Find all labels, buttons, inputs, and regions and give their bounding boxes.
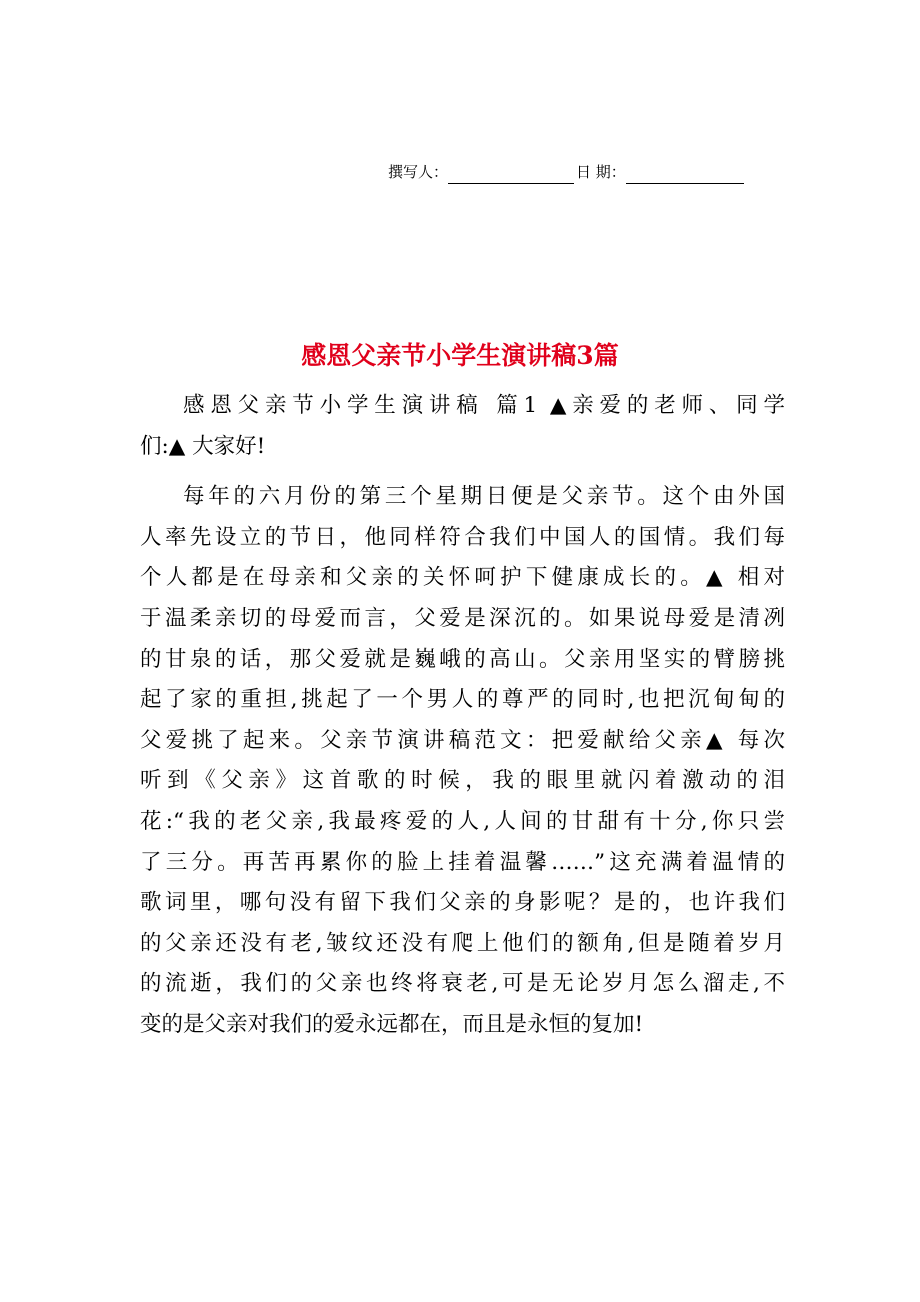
text-line: 歌词里，哪句没有留下我们父亲的身影呢？是的，也许我们 xyxy=(140,890,785,916)
text-line: 父爱挑了起来。父亲节演讲稿范文：把爱献给父亲▲ 每次 xyxy=(140,727,785,753)
text-line: 们:▲ 大家好! xyxy=(140,433,266,459)
text-line: 的甘泉的话，那父爱就是巍峨的高山。父亲用坚实的臂膀挑 xyxy=(140,646,785,672)
text-line: 于温柔亲切的母爱而言，父爱是深沉的。如果说母爱是清冽 xyxy=(140,605,785,631)
text-line: 花:“我的老父亲,我最疼爱的人,人间的甘甜有十分,你只尝 xyxy=(140,808,785,834)
text-line: 变的是父亲对我们的爱永远都在，而且是永恒的复加! xyxy=(140,1011,644,1037)
text-line: 起了家的重担,挑起了一个男人的尊严的同时,也把沉甸甸的 xyxy=(140,687,785,713)
author-label: 撰写人： xyxy=(388,163,449,181)
text-line: 人率先设立的节日，他同样符合我们中国人的国情。我们每 xyxy=(140,524,785,550)
text-line: 每年的六月份的第三个星期日便是父亲节。这个由外国 xyxy=(183,484,785,510)
date-label: 日 期： xyxy=(576,163,626,181)
document-title: 感恩父亲节小学生演讲稿3篇 xyxy=(301,341,619,370)
author-date-header xyxy=(388,160,788,184)
author-blank-line xyxy=(448,165,574,184)
text-line: 的流逝，我们的父亲也终将衰老,可是无论岁月怎么溜走,不 xyxy=(140,971,785,997)
paragraph-1 xyxy=(140,386,785,467)
paragraph-2 xyxy=(140,477,785,1045)
text-line: 感恩父亲节小学生演讲稿 篇1 ▲亲爱的老师、同学 xyxy=(183,393,785,418)
document-body xyxy=(140,386,785,1046)
text-line: 的父亲还没有老,皱纹还没有爬上他们的额角,但是随着岁月 xyxy=(140,930,785,956)
date-blank-line xyxy=(626,165,744,184)
text-line: 了三分。再苦再累你的脸上挂着温馨……”这充满着温情的 xyxy=(140,849,785,875)
text-line: 听到《父亲》这首歌的时候，我的眼里就闪着激动的泪 xyxy=(140,768,785,794)
text-line: 个人都是在母亲和父亲的关怀呵护下健康成长的。▲ 相对 xyxy=(140,565,785,591)
